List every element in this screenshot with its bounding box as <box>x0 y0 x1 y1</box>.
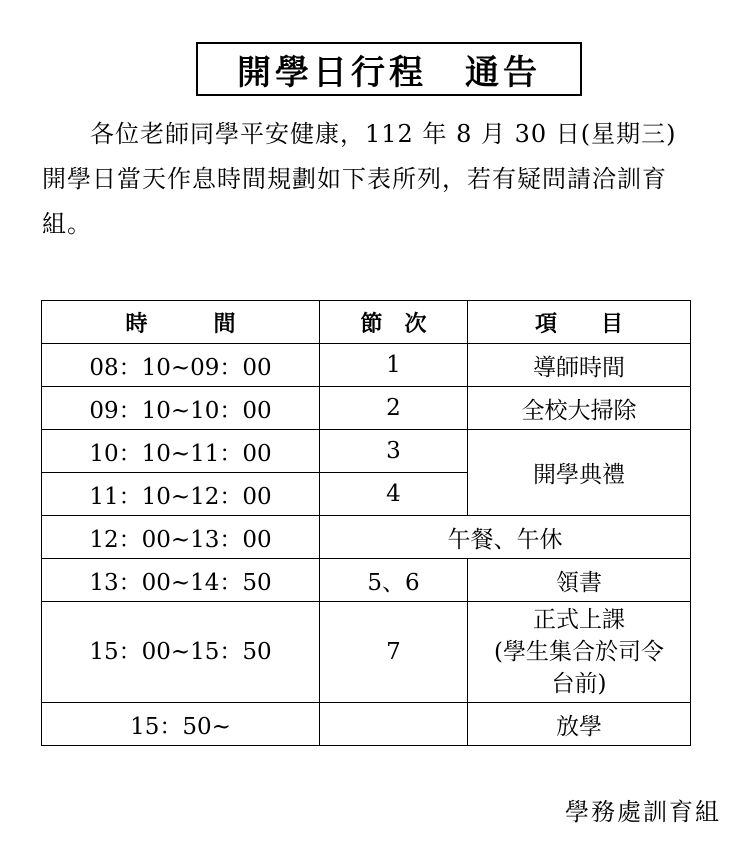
time-cell: 11：10~12：00 <box>42 473 320 516</box>
period-cell <box>320 703 468 746</box>
period-cell: 5、6 <box>320 559 468 602</box>
signature: 學務處訓育組 <box>565 798 721 826</box>
page-title: 開學日行程 通告 <box>237 52 541 93</box>
item-cell: 開學典禮 <box>468 430 691 516</box>
table-row <box>42 387 691 430</box>
table-row <box>42 430 691 473</box>
time-cell: 13：00~14：50 <box>42 559 320 602</box>
time-cell: 12：00~13：00 <box>42 516 320 559</box>
time-cell: 10：10~11：00 <box>42 430 320 473</box>
period-cell: 7 <box>320 602 468 703</box>
merged-item-cell: 午餐、午休 <box>320 516 691 559</box>
time-cell: 15：00~15：50 <box>42 602 320 703</box>
period-cell: 1 <box>320 344 468 387</box>
time-cell: 09：10~10：00 <box>42 387 320 430</box>
time-cell: 15：50~ <box>42 703 320 746</box>
item-cell: 導師時間 <box>468 344 691 387</box>
header-period: 節 次 <box>320 301 468 344</box>
table-row <box>42 602 691 703</box>
header-item: 項 目 <box>468 301 691 344</box>
item-cell: 領書 <box>468 559 691 602</box>
intro-paragraph: 各位老師同學平安健康，112 年 8 月 30 日(星期三)開學日當天作息時間規劃如下表所列，若有疑問請洽訓育組。 <box>42 120 677 238</box>
period-cell: 3 <box>320 430 468 473</box>
item-cell: 全校大掃除 <box>468 387 691 430</box>
header-row <box>42 301 691 344</box>
item-cell: 放學 <box>468 703 691 746</box>
item-cell <box>468 602 691 703</box>
period-cell: 4 <box>320 473 468 516</box>
time-cell: 08：10~09：00 <box>42 344 320 387</box>
item-line: 正式上課 <box>533 607 625 633</box>
header-time: 時 間 <box>42 301 320 344</box>
title-box <box>196 42 582 96</box>
table-row <box>42 344 691 387</box>
table-row <box>42 703 691 746</box>
schedule-table <box>41 300 691 746</box>
item-line: (學生集合於司令 <box>494 639 664 665</box>
period-cell: 2 <box>320 387 468 430</box>
table-row <box>42 559 691 602</box>
item-line: 台前) <box>551 671 607 697</box>
table-row <box>42 516 691 559</box>
